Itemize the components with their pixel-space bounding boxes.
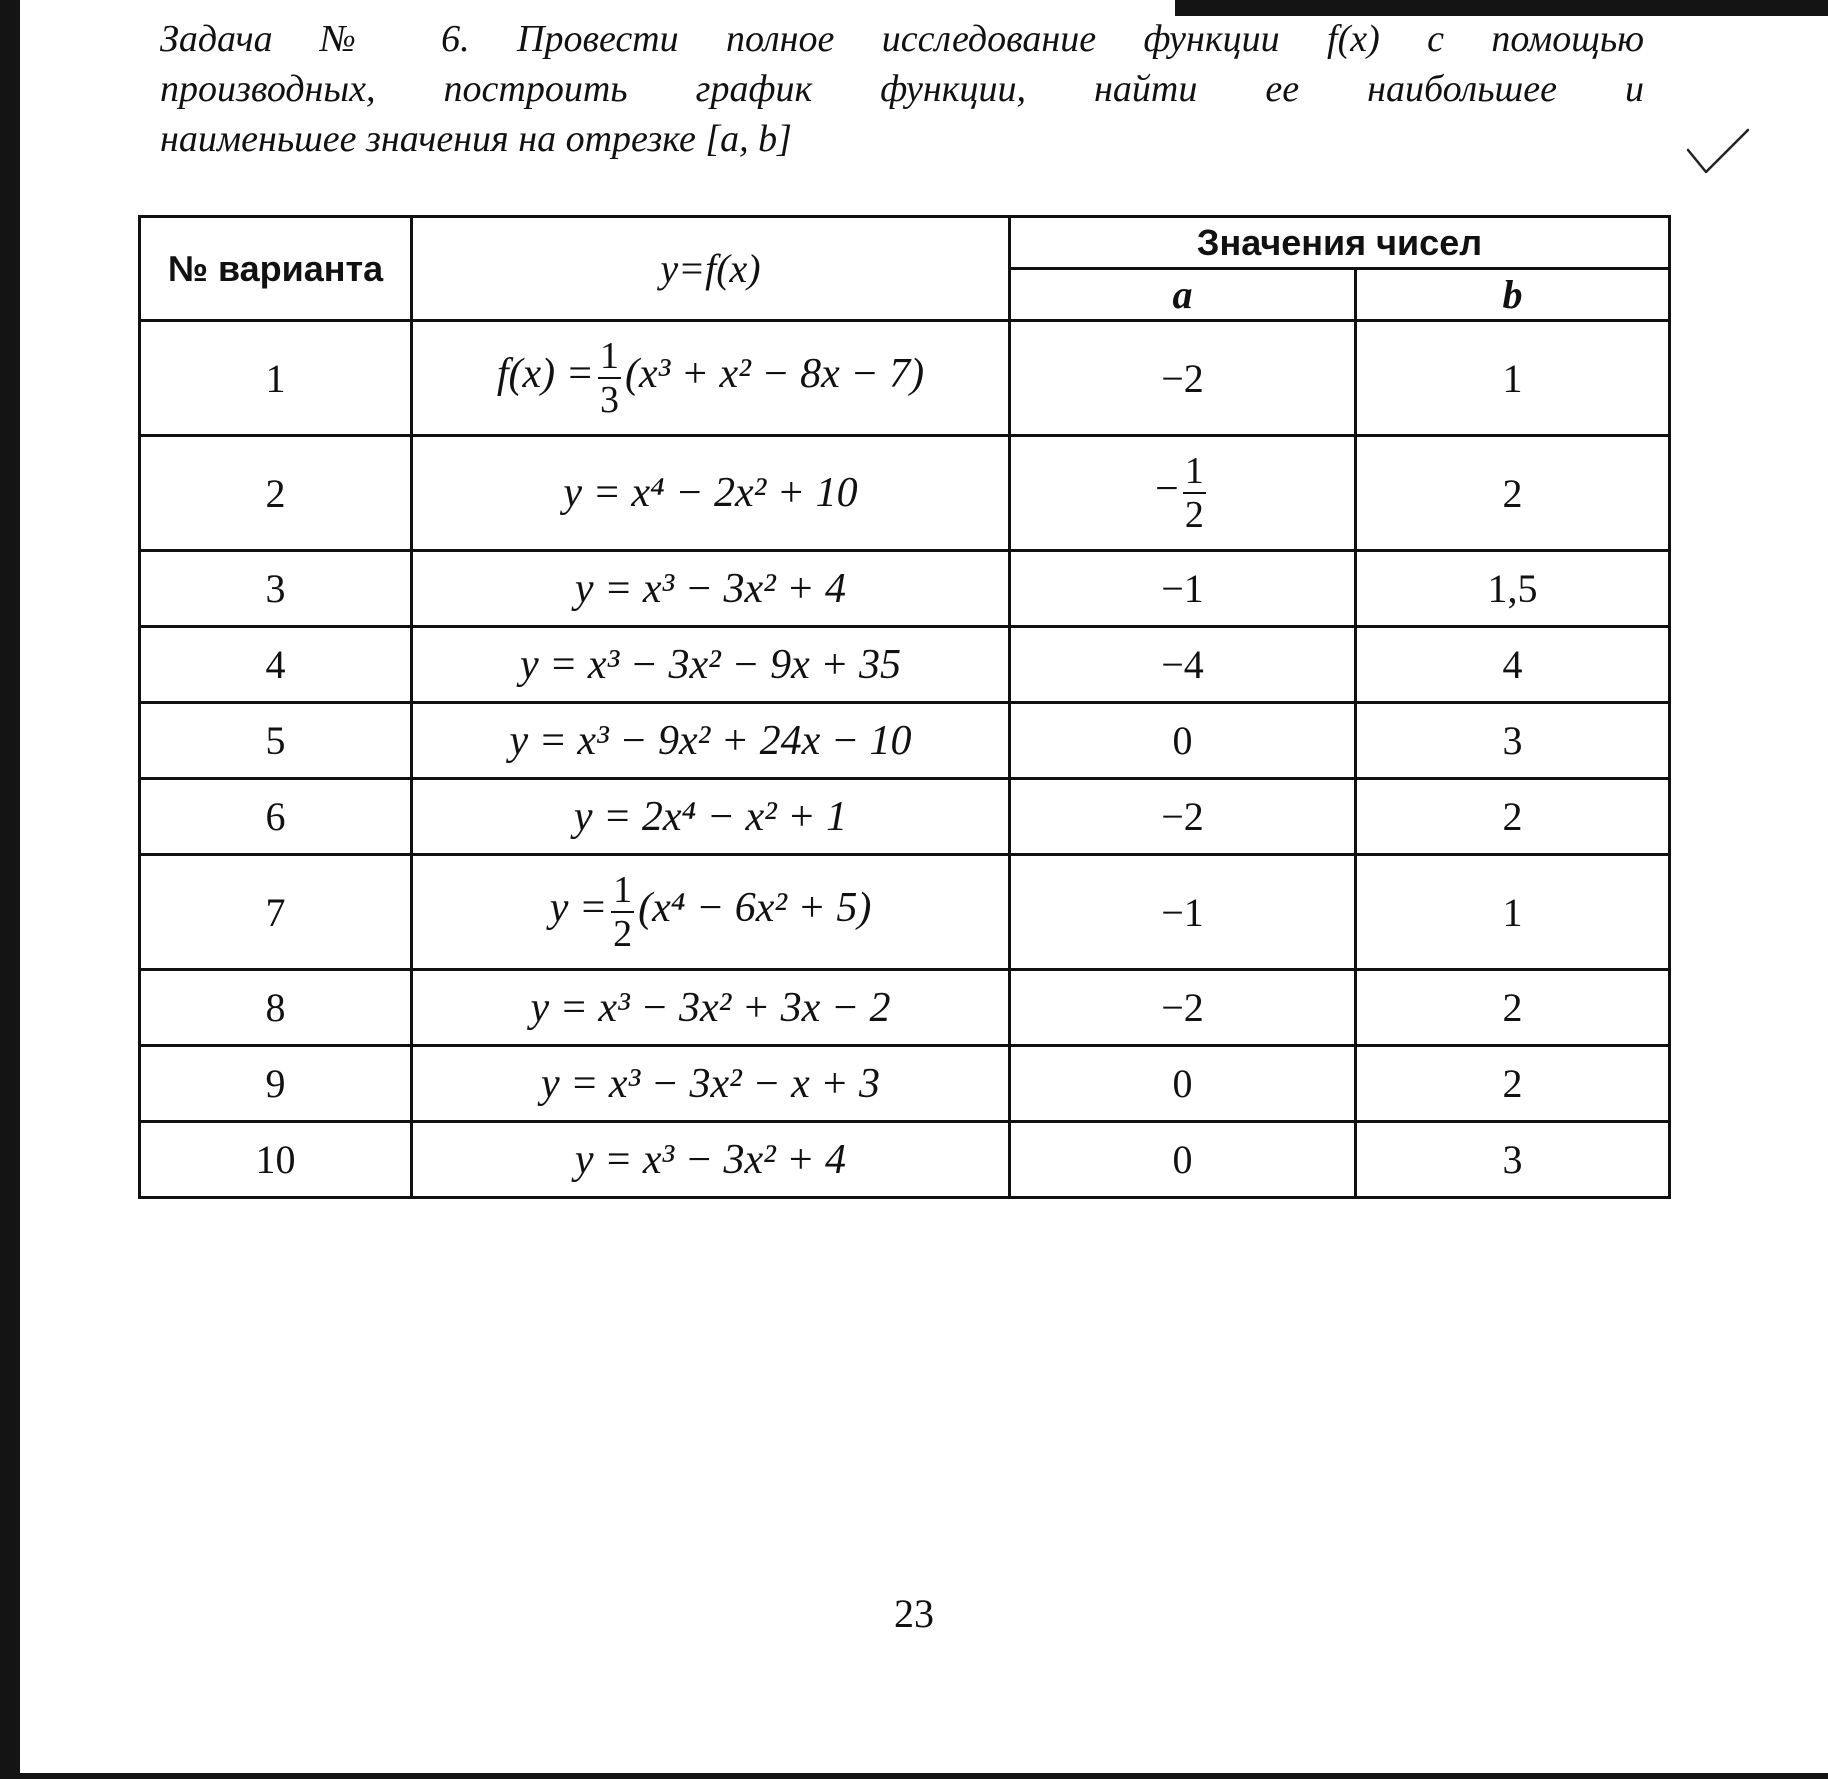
table-row bbox=[140, 779, 1670, 855]
value-b: 3 bbox=[1356, 1122, 1670, 1198]
formula: (x⁴ − 6x² + 5) bbox=[638, 885, 872, 932]
fraction-denominator: 3 bbox=[600, 379, 619, 421]
value-a: −4 bbox=[1010, 627, 1356, 703]
variants-table bbox=[138, 215, 1671, 1199]
fraction-denominator: 2 bbox=[613, 913, 633, 955]
task-line-1: Задача № 6. Провести полное исследование функции f(x) с помощью bbox=[160, 18, 1644, 60]
function-cell bbox=[412, 627, 1010, 703]
task-statement bbox=[160, 14, 1644, 164]
header-b: b bbox=[1356, 269, 1670, 321]
formula: (x³ + x² − 8x − 7) bbox=[625, 351, 925, 398]
formula: y = x³ − 3x² − x + 3 bbox=[540, 1060, 881, 1107]
table-row bbox=[140, 436, 1670, 551]
formula: y = x³ − 9x² + 24x − 10 bbox=[509, 717, 912, 764]
function-cell bbox=[412, 321, 1010, 436]
variant-number: 10 bbox=[140, 1122, 412, 1198]
value-a: 0 bbox=[1010, 703, 1356, 779]
table-row bbox=[140, 855, 1670, 970]
value-a: −1 bbox=[1010, 855, 1356, 970]
variant-number: 4 bbox=[140, 627, 412, 703]
fraction-numerator: 1 bbox=[613, 869, 633, 911]
table-row bbox=[140, 1046, 1670, 1122]
table-row bbox=[140, 321, 1670, 436]
variant-number: 7 bbox=[140, 855, 412, 970]
table-row bbox=[140, 551, 1670, 627]
value-a: −1 bbox=[1010, 551, 1356, 627]
value-a: −2 bbox=[1010, 321, 1356, 436]
value-a: −2 bbox=[1010, 779, 1356, 855]
fraction bbox=[598, 337, 621, 419]
table-row bbox=[140, 703, 1670, 779]
variant-number: 8 bbox=[140, 970, 412, 1046]
checkmark-icon bbox=[1686, 128, 1750, 178]
function-cell bbox=[412, 779, 1010, 855]
header-variant: № варианта bbox=[140, 217, 412, 321]
value-b: 2 bbox=[1356, 1046, 1670, 1122]
function-cell bbox=[412, 703, 1010, 779]
page-number: 23 bbox=[894, 1591, 934, 1636]
value-a: 0 bbox=[1010, 1046, 1356, 1122]
formula: y = x³ − 3x² − 9x + 35 bbox=[519, 641, 902, 688]
variant-number: 3 bbox=[140, 551, 412, 627]
function-cell bbox=[412, 1122, 1010, 1198]
value-a: 0 bbox=[1010, 1122, 1356, 1198]
value-b: 4 bbox=[1356, 627, 1670, 703]
formula: y = x³ − 3x² + 4 bbox=[574, 1136, 847, 1183]
variant-number: 1 bbox=[140, 321, 412, 436]
fraction bbox=[1183, 452, 1206, 534]
header-values-group: Значения чисел bbox=[1010, 217, 1670, 269]
header-function: y=f(x) bbox=[412, 217, 1010, 321]
variant-number: 9 bbox=[140, 1046, 412, 1122]
scan-edge-left bbox=[0, 0, 20, 1779]
variant-number: 6 bbox=[140, 779, 412, 855]
fraction-numerator: 1 bbox=[600, 335, 619, 377]
table-row bbox=[140, 970, 1670, 1046]
value-a: −2 bbox=[1010, 970, 1356, 1046]
variant-number: 5 bbox=[140, 703, 412, 779]
formula-prefix: y = bbox=[549, 885, 608, 932]
value-b: 2 bbox=[1356, 970, 1670, 1046]
function-cell bbox=[412, 436, 1010, 551]
table-row bbox=[140, 627, 1670, 703]
formula: y = x³ − 3x² + 3x − 2 bbox=[530, 984, 891, 1031]
negative-fraction bbox=[1155, 450, 1210, 536]
table-row bbox=[140, 1122, 1670, 1198]
task-line-3: наименьшее значения на отрезке [a, b] bbox=[160, 118, 792, 160]
variant-number: 2 bbox=[140, 436, 412, 551]
fraction-sign: − bbox=[1155, 466, 1179, 513]
value-b: 3 bbox=[1356, 703, 1670, 779]
header-a: a bbox=[1010, 269, 1356, 321]
formula: y = x³ − 3x² + 4 bbox=[574, 565, 847, 612]
function-cell bbox=[412, 855, 1010, 970]
formula: y = x⁴ − 2x² + 10 bbox=[563, 470, 858, 516]
scan-edge-bottom bbox=[20, 1773, 1828, 1779]
value-a bbox=[1010, 436, 1356, 551]
function-cell bbox=[412, 551, 1010, 627]
function-cell bbox=[412, 970, 1010, 1046]
value-b: 2 bbox=[1356, 779, 1670, 855]
task-line-2: производных, построить график функции, найти ее наибольшее и bbox=[160, 68, 1644, 110]
fraction-numerator: 1 bbox=[1184, 450, 1204, 492]
function-cell bbox=[412, 1046, 1010, 1122]
value-b: 1,5 bbox=[1356, 551, 1670, 627]
value-b: 1 bbox=[1356, 855, 1670, 970]
formula: y = 2x⁴ − x² + 1 bbox=[573, 793, 848, 840]
formula-prefix: f(x) = bbox=[496, 351, 594, 398]
value-b: 1 bbox=[1356, 321, 1670, 436]
fraction-denominator: 2 bbox=[1184, 494, 1204, 536]
value-b: 2 bbox=[1356, 436, 1670, 551]
fraction bbox=[611, 871, 634, 953]
